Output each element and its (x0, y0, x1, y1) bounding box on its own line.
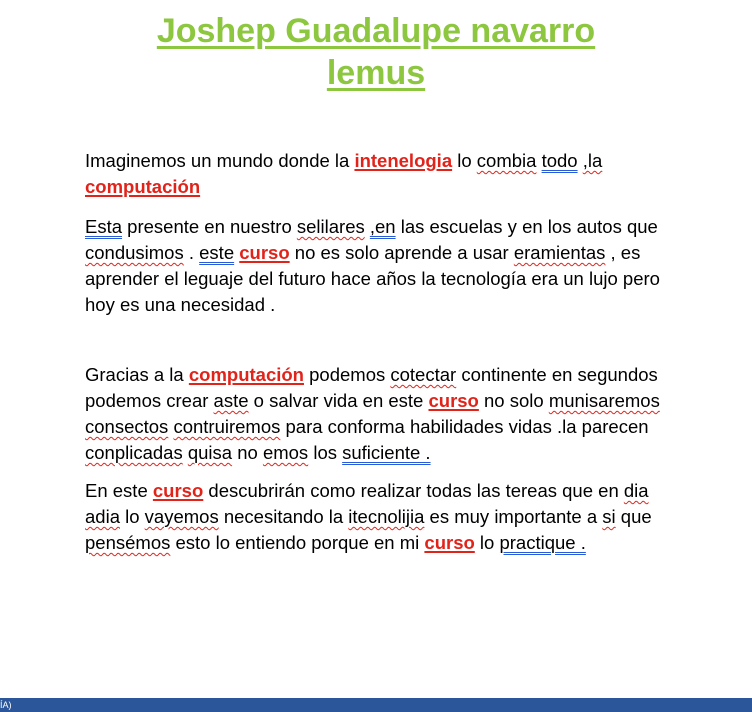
highlighted-term: computación (85, 176, 201, 197)
spelling-flagged-word: emos (262, 442, 309, 463)
spelling-flagged-word: si (602, 506, 616, 527)
spelling-flagged-word: dia (623, 480, 649, 501)
spelling-flagged-word: pensémos (85, 532, 171, 553)
highlighted-term: curso (428, 390, 479, 411)
grammar-flagged-word: ,en (369, 216, 396, 237)
spelling-flagged-word: itecnolijia (348, 506, 425, 527)
spelling-flagged-word: vayemos (144, 506, 219, 527)
grammar-flagged-word: Esta (85, 216, 123, 237)
title-line-2: lemus (326, 54, 426, 92)
spelling-flagged-word: adia (85, 506, 120, 527)
spelling-flagged-word: selilares (296, 216, 365, 237)
document-title (0, 10, 752, 94)
title-line-1: Joshep Guadalupe navarro (156, 12, 596, 50)
grammar-flagged-word: suficiente . (342, 442, 431, 463)
spelling-flagged-word: eramientas (513, 242, 606, 263)
grammar-flagged-word: practique . (499, 532, 586, 553)
spelling-flagged-word: munisaremos (548, 390, 660, 411)
paragraph-2: Esta presente en nuestro selilares ,en las escuelas y en los autos que condusimos . este curso no es solo aprende a usar eramientas , es aprender el leguaje del futuro hace años la tecnología era un lujo pero hoy es una necesidad . (85, 216, 660, 315)
spelling-flagged-word: aste (213, 390, 249, 411)
spelling-flagged-word: conplicadas (85, 442, 183, 463)
spelling-flagged-word: contruiremos (173, 416, 281, 437)
document-body (85, 148, 685, 556)
status-bar-text: ÍA) (0, 700, 12, 710)
paragraph-4: En este curso descubrirán como realizar todas las tereas que en dia adia lo vayemos necesitando la itecnolijia es muy importante a si que pensémos esto lo entiendo porque en mi curso lo practique . (85, 480, 652, 553)
highlighted-term: computación (188, 364, 304, 385)
paragraph-3: Gracias a la computación podemos cotectar continente en segundos podemos crear aste o salvar vida en este curso no solo munisaremos consectos contruiremos para conforma habilidades vidas .la parecen conplicadas quisa no emos los suficiente . (85, 364, 660, 463)
spelling-flagged-word: consectos (85, 416, 169, 437)
highlighted-term: curso (239, 242, 290, 263)
status-bar (0, 698, 752, 712)
grammar-flagged-word: todo (541, 150, 578, 171)
spelling-flagged-word: ,la (582, 150, 603, 171)
highlighted-term: curso (152, 480, 204, 501)
highlighted-term: curso (424, 532, 475, 553)
spelling-flagged-word: cotectar (390, 364, 457, 385)
spelling-flagged-word: combia (476, 150, 537, 171)
paragraph-1: Imaginemos un mundo donde la intenelogia lo combia todo ,la computación (85, 150, 603, 197)
grammar-flagged-word: este (199, 242, 235, 263)
highlighted-term: intenelogia (354, 150, 453, 171)
spelling-flagged-word: quisa (187, 442, 233, 463)
spelling-flagged-word: condusimos (85, 242, 184, 263)
